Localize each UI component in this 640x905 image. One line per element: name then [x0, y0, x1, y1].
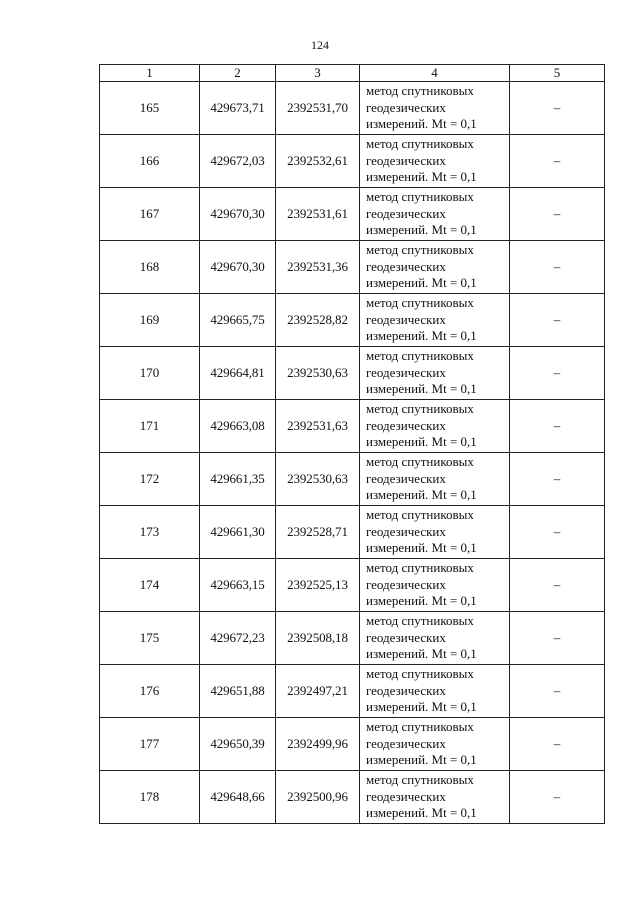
table-body	[100, 82, 605, 824]
method-text-line: измерений. Mt = 0,1	[366, 487, 477, 503]
method-text-line: измерений. Mt = 0,1	[366, 805, 477, 821]
point-number-cell: 171	[100, 400, 200, 453]
method-cell	[360, 665, 510, 718]
note-cell: –	[510, 559, 605, 612]
method-text-line: метод спутниковых	[366, 666, 474, 682]
y-coordinate-cell: 2392530,63	[276, 453, 360, 506]
table-row	[100, 771, 605, 824]
method-text-line: геодезических	[366, 629, 446, 645]
table-row	[100, 559, 605, 612]
method-text-line: измерений. Mt = 0,1	[366, 699, 477, 715]
column-header-5: 5	[510, 65, 605, 82]
method-text-line: геодезических	[366, 99, 446, 115]
method-cell	[360, 559, 510, 612]
x-coordinate-cell: 429651,88	[200, 665, 276, 718]
x-coordinate-cell: 429670,30	[200, 188, 276, 241]
column-header-4: 4	[360, 65, 510, 82]
method-text-line: геодезических	[366, 576, 446, 592]
y-coordinate-cell: 2392532,61	[276, 135, 360, 188]
method-text-line: геодезических	[366, 470, 446, 486]
method-text-line: измерений. Mt = 0,1	[366, 752, 477, 768]
note-cell: –	[510, 294, 605, 347]
x-coordinate-cell: 429664,81	[200, 347, 276, 400]
method-text-line: измерений. Mt = 0,1	[366, 275, 477, 291]
note-cell: –	[510, 82, 605, 135]
method-text-line: измерений. Mt = 0,1	[366, 646, 477, 662]
point-number-cell: 175	[100, 612, 200, 665]
note-cell: –	[510, 453, 605, 506]
coordinates-table	[99, 64, 605, 824]
point-number-cell: 169	[100, 294, 200, 347]
method-cell	[360, 241, 510, 294]
column-header-2: 2	[200, 65, 276, 82]
point-number-cell: 172	[100, 453, 200, 506]
point-number-cell: 176	[100, 665, 200, 718]
method-text-line: метод спутниковых	[366, 348, 474, 364]
method-text-line: метод спутниковых	[366, 295, 474, 311]
method-text-line: измерений. Mt = 0,1	[366, 328, 477, 344]
table-row	[100, 241, 605, 294]
x-coordinate-cell: 429672,03	[200, 135, 276, 188]
method-text-line: геодезических	[366, 258, 446, 274]
method-cell	[360, 82, 510, 135]
x-coordinate-cell: 429665,75	[200, 294, 276, 347]
page-number: 124	[311, 38, 329, 52]
note-cell: –	[510, 718, 605, 771]
method-cell	[360, 453, 510, 506]
method-text-line: измерений. Mt = 0,1	[366, 434, 477, 450]
method-cell	[360, 400, 510, 453]
table-row	[100, 82, 605, 135]
point-number-cell: 168	[100, 241, 200, 294]
method-text-line: метод спутниковых	[366, 719, 474, 735]
method-text-line: измерений. Mt = 0,1	[366, 540, 477, 556]
method-cell	[360, 771, 510, 824]
point-number-cell: 174	[100, 559, 200, 612]
note-cell: –	[510, 241, 605, 294]
method-text-line: метод спутниковых	[366, 772, 474, 788]
method-text-line: геодезических	[366, 152, 446, 168]
y-coordinate-cell: 2392497,21	[276, 665, 360, 718]
method-cell	[360, 347, 510, 400]
point-number-cell: 173	[100, 506, 200, 559]
table-row	[100, 347, 605, 400]
table-row	[100, 718, 605, 771]
method-text-line: геодезических	[366, 205, 446, 221]
method-cell	[360, 612, 510, 665]
y-coordinate-cell: 2392525,13	[276, 559, 360, 612]
x-coordinate-cell: 429661,35	[200, 453, 276, 506]
method-text-line: геодезических	[366, 311, 446, 327]
table-row	[100, 135, 605, 188]
table-row	[100, 188, 605, 241]
method-text-line: геодезических	[366, 682, 446, 698]
method-text-line: метод спутниковых	[366, 613, 474, 629]
method-text-line: геодезических	[366, 364, 446, 380]
x-coordinate-cell: 429672,23	[200, 612, 276, 665]
method-text-line: измерений. Mt = 0,1	[366, 593, 477, 609]
method-text-line: геодезических	[366, 788, 446, 804]
note-cell: –	[510, 135, 605, 188]
y-coordinate-cell: 2392531,63	[276, 400, 360, 453]
y-coordinate-cell: 2392499,96	[276, 718, 360, 771]
y-coordinate-cell: 2392500,96	[276, 771, 360, 824]
y-coordinate-cell: 2392531,36	[276, 241, 360, 294]
y-coordinate-cell: 2392528,71	[276, 506, 360, 559]
x-coordinate-cell: 429663,15	[200, 559, 276, 612]
method-cell	[360, 718, 510, 771]
table-row	[100, 665, 605, 718]
y-coordinate-cell: 2392530,63	[276, 347, 360, 400]
x-coordinate-cell: 429670,30	[200, 241, 276, 294]
method-text-line: метод спутниковых	[366, 242, 474, 258]
point-number-cell: 178	[100, 771, 200, 824]
y-coordinate-cell: 2392531,70	[276, 82, 360, 135]
point-number-cell: 170	[100, 347, 200, 400]
method-cell	[360, 188, 510, 241]
column-header-3: 3	[276, 65, 360, 82]
method-text-line: измерений. Mt = 0,1	[366, 381, 477, 397]
method-text-line: метод спутниковых	[366, 560, 474, 576]
method-text-line: метод спутниковых	[366, 507, 474, 523]
y-coordinate-cell: 2392508,18	[276, 612, 360, 665]
method-text-line: метод спутниковых	[366, 83, 474, 99]
method-text-line: геодезических	[366, 417, 446, 433]
method-text-line: метод спутниковых	[366, 189, 474, 205]
table-row	[100, 506, 605, 559]
table-row	[100, 294, 605, 347]
point-number-cell: 165	[100, 82, 200, 135]
note-cell: –	[510, 665, 605, 718]
x-coordinate-cell: 429673,71	[200, 82, 276, 135]
x-coordinate-cell: 429661,30	[200, 506, 276, 559]
note-cell: –	[510, 347, 605, 400]
method-text-line: геодезических	[366, 735, 446, 751]
method-text-line: измерений. Mt = 0,1	[366, 116, 477, 132]
point-number-cell: 167	[100, 188, 200, 241]
method-text-line: измерений. Mt = 0,1	[366, 169, 477, 185]
x-coordinate-cell: 429650,39	[200, 718, 276, 771]
note-cell: –	[510, 771, 605, 824]
x-coordinate-cell: 429648,66	[200, 771, 276, 824]
method-text-line: геодезических	[366, 523, 446, 539]
point-number-cell: 166	[100, 135, 200, 188]
method-text-line: метод спутниковых	[366, 454, 474, 470]
column-header-1: 1	[100, 65, 200, 82]
method-cell	[360, 506, 510, 559]
note-cell: –	[510, 506, 605, 559]
table-row	[100, 400, 605, 453]
note-cell: –	[510, 612, 605, 665]
method-text-line: метод спутниковых	[366, 401, 474, 417]
note-cell: –	[510, 400, 605, 453]
x-coordinate-cell: 429663,08	[200, 400, 276, 453]
y-coordinate-cell: 2392528,82	[276, 294, 360, 347]
note-cell: –	[510, 188, 605, 241]
method-text-line: измерений. Mt = 0,1	[366, 222, 477, 238]
method-cell	[360, 135, 510, 188]
table-row	[100, 612, 605, 665]
y-coordinate-cell: 2392531,61	[276, 188, 360, 241]
point-number-cell: 177	[100, 718, 200, 771]
method-cell	[360, 294, 510, 347]
method-text-line: метод спутниковых	[366, 136, 474, 152]
table-row	[100, 453, 605, 506]
table-header-row	[100, 65, 605, 82]
